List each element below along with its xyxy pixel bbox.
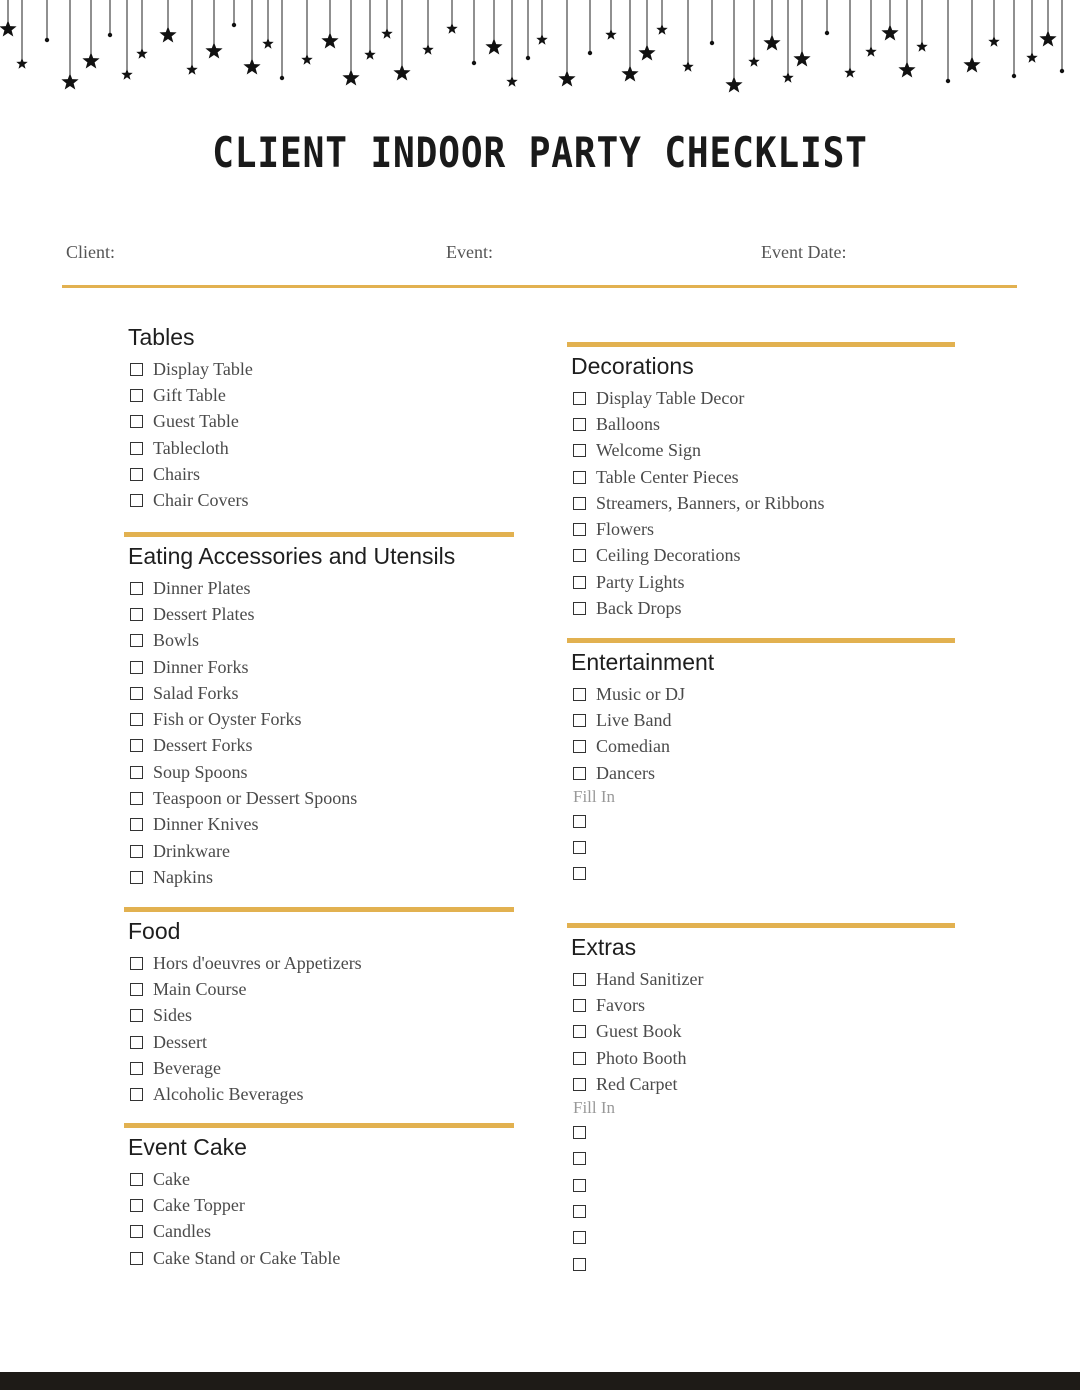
checklist-item[interactable] — [130, 680, 514, 706]
section-divider — [124, 907, 514, 912]
checklist-item-label: Bowls — [153, 630, 200, 651]
checklist-item-label: Teaspoon or Dessert Spoons — [153, 788, 358, 809]
checkbox-icon[interactable] — [130, 687, 143, 700]
star-icon — [0, 20, 17, 36]
checklist-item[interactable] — [130, 759, 514, 785]
checkbox-icon[interactable] — [573, 1258, 586, 1271]
garland-dot — [1060, 69, 1064, 73]
checkbox-icon[interactable] — [130, 1036, 143, 1049]
checklist-item[interactable] — [130, 785, 514, 811]
checkbox-icon[interactable] — [130, 1199, 143, 1212]
blank-checklist-item[interactable] — [573, 861, 955, 887]
checklist-item-label: Fish or Oyster Forks — [153, 709, 302, 730]
checklist-item-label: Dessert Forks — [153, 735, 253, 756]
star-icon — [865, 46, 876, 57]
star-icon — [186, 64, 197, 75]
checkbox-icon[interactable] — [573, 497, 586, 510]
checklist-item[interactable] — [573, 992, 955, 1018]
footer-bar — [0, 1372, 1080, 1390]
checklist-item-label: Streamers, Banners, or Ribbons — [596, 492, 825, 513]
blank-checklist-item[interactable] — [573, 1146, 955, 1172]
star-icon — [963, 56, 980, 72]
checkbox-icon[interactable] — [573, 576, 586, 589]
checklist-item-label: Sides — [153, 1005, 193, 1026]
checklist-item[interactable] — [130, 1081, 514, 1107]
checkbox-icon[interactable] — [130, 415, 143, 428]
checklist-item[interactable] — [130, 733, 514, 759]
checklist-item[interactable] — [573, 760, 955, 786]
garland-dot — [232, 23, 236, 27]
checklist-item[interactable] — [130, 1245, 514, 1271]
checklist-item-label: Back Drops — [596, 598, 682, 619]
checklist-item[interactable] — [130, 435, 514, 461]
star-icon — [898, 61, 915, 77]
checkbox-icon[interactable] — [130, 713, 143, 726]
star-icon — [61, 73, 78, 89]
checkbox-icon[interactable] — [130, 957, 143, 970]
star-icon — [381, 28, 392, 39]
blank-checklist-item[interactable] — [573, 808, 955, 834]
section-food — [124, 907, 514, 1108]
checklist-item-label: Display Table — [153, 358, 253, 379]
star-icon — [301, 54, 312, 65]
checkbox-icon[interactable] — [573, 549, 586, 562]
checklist-item[interactable] — [573, 569, 955, 595]
checklist-item[interactable] — [130, 950, 514, 976]
checkbox-icon[interactable] — [573, 392, 586, 405]
checkbox-icon[interactable] — [573, 602, 586, 615]
checklist-item-label: Dessert — [153, 1031, 207, 1052]
checklist-item[interactable] — [573, 595, 955, 621]
checklist-item-label: Cake — [153, 1168, 190, 1189]
section-heading: Event Cake — [128, 1134, 247, 1160]
checklist-item-label: Drinkware — [153, 840, 230, 861]
star-icon — [446, 23, 457, 34]
section-heading: Decorations — [571, 353, 694, 379]
garland-dot — [526, 56, 530, 60]
section-entertainment — [567, 638, 955, 887]
checkbox-icon[interactable] — [573, 1025, 586, 1038]
checkbox-icon[interactable] — [573, 471, 586, 484]
checklist-item-label: Music or DJ — [596, 683, 685, 704]
checkbox-icon[interactable] — [573, 688, 586, 701]
checklist-item[interactable] — [573, 707, 955, 733]
checklist-item-label: Comedian — [596, 736, 670, 757]
checklist-item-label: Salad Forks — [153, 682, 239, 703]
section-heading: Food — [128, 918, 181, 944]
checkbox-icon[interactable] — [573, 1152, 586, 1165]
section-extras — [567, 923, 955, 1277]
star-icon — [364, 49, 375, 60]
checklist-item[interactable] — [130, 838, 514, 864]
checklist-item[interactable] — [130, 575, 514, 601]
checklist-item-label: Tablecloth — [153, 437, 229, 458]
section-heading: Eating Accessories and Utensils — [128, 543, 456, 569]
section-decorations — [567, 342, 955, 622]
fill-in-label: Fill In — [573, 1098, 616, 1118]
section-event-cake — [124, 1123, 514, 1271]
checklist-item[interactable] — [573, 1019, 955, 1045]
star-icon — [782, 72, 793, 83]
checklist-item-label: Chair Covers — [153, 490, 249, 511]
checklist-item-label: Dinner Knives — [153, 814, 259, 835]
checkbox-icon[interactable] — [130, 494, 143, 507]
checklist-item[interactable] — [130, 706, 514, 732]
checkbox-icon[interactable] — [130, 363, 143, 376]
checkbox-icon[interactable] — [130, 871, 143, 884]
checklist-item-label: Beverage — [153, 1057, 221, 1078]
header-divider — [62, 285, 1017, 288]
checklist — [124, 356, 514, 514]
checkbox-icon[interactable] — [130, 442, 143, 455]
checkbox-icon[interactable] — [130, 661, 143, 674]
checklist-item[interactable] — [130, 1029, 514, 1055]
checkbox-icon[interactable] — [130, 818, 143, 831]
garland-dot — [588, 51, 592, 55]
checkbox-icon[interactable] — [130, 983, 143, 996]
checklist-item-label: Main Course — [153, 978, 247, 999]
checkbox-icon[interactable] — [573, 740, 586, 753]
star-icon — [844, 67, 855, 78]
checklist-item-label: Alcoholic Beverages — [153, 1084, 304, 1105]
checkbox-icon[interactable] — [573, 523, 586, 536]
checklist-item-label: Live Band — [596, 709, 672, 730]
checklist-item[interactable] — [130, 461, 514, 487]
checkbox-icon[interactable] — [573, 418, 586, 431]
checkbox-icon[interactable] — [130, 766, 143, 779]
star-icon — [321, 32, 338, 48]
checklist-item[interactable] — [573, 1071, 955, 1097]
checklist-item-label: Dinner Plates — [153, 577, 251, 598]
section-divider — [124, 1123, 514, 1128]
star-icon — [881, 24, 898, 40]
checklist-item-label: Cake Topper — [153, 1194, 245, 1215]
garland-dot — [825, 31, 829, 35]
blank-checklist — [567, 1119, 955, 1277]
checklist-item-label: Balloons — [596, 413, 661, 434]
checklist-item-label: Hand Sanitizer — [596, 968, 704, 989]
star-icon — [121, 69, 132, 80]
blank-checklist-item[interactable] — [573, 1198, 955, 1224]
star-icon — [558, 70, 575, 86]
checklist-item[interactable] — [130, 1166, 514, 1192]
star-icon — [159, 26, 176, 42]
checkbox-icon[interactable] — [130, 1062, 143, 1075]
checkbox-icon[interactable] — [573, 867, 586, 880]
checkbox-icon[interactable] — [130, 1225, 143, 1238]
checklist-item-label: Gift Table — [153, 384, 226, 405]
star-icon — [621, 65, 638, 81]
checkbox-icon[interactable] — [130, 1088, 143, 1101]
star-icon — [725, 76, 742, 92]
checkbox-icon[interactable] — [573, 1126, 586, 1139]
checklist-item-label: Chairs — [153, 463, 200, 484]
garland-dot — [1012, 74, 1016, 78]
star-icon — [342, 69, 359, 85]
star-icon — [262, 38, 273, 49]
checkbox-icon[interactable] — [130, 739, 143, 752]
event-date-field-label: Event Date: — [761, 242, 847, 262]
checklist-item[interactable] — [130, 628, 514, 654]
checkbox-icon[interactable] — [573, 1179, 586, 1192]
checkbox-icon[interactable] — [130, 1173, 143, 1186]
checklist-item-label: Napkins — [153, 866, 213, 887]
blank-checklist-item[interactable] — [573, 1119, 955, 1145]
event-field-label: Event: — [446, 242, 493, 262]
checklist — [567, 385, 955, 622]
checkbox-icon[interactable] — [130, 582, 143, 595]
star-icon — [1039, 30, 1056, 46]
checklist — [124, 950, 514, 1108]
star-icon — [682, 61, 693, 72]
checkbox-icon[interactable] — [573, 767, 586, 780]
checklist-item[interactable] — [573, 490, 955, 516]
checkbox-icon[interactable] — [573, 1078, 586, 1091]
section-eating-accessories — [124, 532, 514, 891]
checkbox-icon[interactable] — [130, 468, 143, 481]
checkbox-icon[interactable] — [573, 999, 586, 1012]
blank-checklist-item[interactable] — [573, 1172, 955, 1198]
checklist-item[interactable] — [130, 409, 514, 435]
checklist-item[interactable] — [130, 812, 514, 838]
checkbox-icon[interactable] — [130, 845, 143, 858]
checklist-item[interactable] — [130, 654, 514, 680]
checklist-item[interactable] — [130, 487, 514, 513]
checklist-item[interactable] — [573, 681, 955, 707]
checklist-item[interactable] — [130, 1192, 514, 1218]
star-icon — [506, 76, 517, 87]
checklist-item[interactable] — [573, 543, 955, 569]
checkbox-icon[interactable] — [130, 792, 143, 805]
section-divider — [124, 532, 514, 537]
checkbox-icon[interactable] — [573, 1205, 586, 1218]
checklist-item-label: Guest Book — [596, 1021, 682, 1042]
section-heading: Entertainment — [571, 649, 715, 675]
checkbox-icon[interactable] — [130, 389, 143, 402]
section-heading: Tables — [128, 324, 195, 350]
checklist-item[interactable] — [130, 356, 514, 382]
star-icon — [243, 58, 260, 74]
checkbox-icon[interactable] — [130, 634, 143, 647]
section-divider — [567, 342, 955, 347]
checklist-item-label: Red Carpet — [596, 1073, 678, 1094]
star-icon — [485, 38, 502, 54]
checkbox-icon[interactable] — [573, 1231, 586, 1244]
checkbox-icon[interactable] — [573, 841, 586, 854]
checklist-item-label: Welcome Sign — [596, 440, 702, 461]
checklist-item[interactable] — [130, 601, 514, 627]
star-icon — [136, 48, 147, 59]
checklist-item[interactable] — [130, 1055, 514, 1081]
star-icon — [656, 24, 667, 35]
checklist-item-label: Dancers — [596, 762, 655, 783]
checklist-item[interactable] — [573, 385, 955, 411]
checklist-item-label: Dinner Forks — [153, 656, 249, 677]
checklist-item[interactable] — [573, 464, 955, 490]
checkbox-icon[interactable] — [573, 973, 586, 986]
garland-dot — [108, 33, 112, 37]
checkbox-icon[interactable] — [573, 815, 586, 828]
checklist-item-label: Cake Stand or Cake Table — [153, 1247, 341, 1268]
blank-checklist — [567, 808, 955, 887]
checklist-item-label: Ceiling Decorations — [596, 545, 741, 566]
checklist-item[interactable] — [573, 734, 955, 760]
checklist-item-label: Photo Booth — [596, 1047, 687, 1068]
checkbox-icon[interactable] — [130, 608, 143, 621]
checkbox-icon[interactable] — [573, 714, 586, 727]
checklist-item-label: Guest Table — [153, 411, 239, 432]
star-icon — [748, 56, 759, 67]
checklist-item[interactable] — [130, 1003, 514, 1029]
checklist-item[interactable] — [573, 411, 955, 437]
section-heading: Extras — [571, 934, 637, 960]
checklist-item-label: Flowers — [596, 519, 654, 540]
garland-dot — [946, 79, 950, 83]
section-divider — [567, 923, 955, 928]
star-icon — [82, 52, 99, 68]
checklist — [124, 1166, 514, 1271]
star-icon — [793, 50, 810, 66]
garland-dot — [280, 76, 284, 80]
checklist-item-label: Hors d'oeuvres or Appetizers — [153, 952, 362, 973]
star-icon — [422, 44, 433, 55]
checklist-item[interactable] — [573, 966, 955, 992]
checklist-item[interactable] — [573, 516, 955, 542]
checklist — [567, 681, 955, 786]
blank-checklist-item[interactable] — [573, 1251, 955, 1277]
checklist-item-label: Soup Spoons — [153, 761, 248, 782]
star-icon — [393, 64, 410, 80]
checkbox-icon[interactable] — [130, 1009, 143, 1022]
section-tables — [124, 322, 514, 514]
checklist-item[interactable] — [573, 1045, 955, 1071]
star-icon — [1026, 52, 1037, 63]
blank-checklist-item[interactable] — [573, 1225, 955, 1251]
checklist-item[interactable] — [130, 1219, 514, 1245]
checkbox-icon[interactable] — [573, 444, 586, 457]
checklist-item[interactable] — [573, 438, 955, 464]
star-icon — [988, 36, 999, 47]
star-icon — [536, 34, 547, 45]
checklist-item[interactable] — [130, 382, 514, 408]
fill-in-label: Fill In — [573, 787, 616, 807]
checklist-item-label: Display Table Decor — [596, 387, 745, 408]
checklist — [567, 966, 955, 1097]
checklist-item-label: Dessert Plates — [153, 603, 255, 624]
garland-dot — [472, 61, 476, 65]
checklist-item-label: Table Center Pieces — [596, 466, 739, 487]
page-title: CLIENT INDOOR PARTY CHECKLIST — [212, 128, 868, 177]
star-garland-decoration — [0, 0, 1080, 110]
star-icon — [16, 58, 27, 69]
star-icon — [916, 41, 927, 52]
checklist-item-label: Favors — [596, 994, 645, 1015]
garland-dot — [45, 38, 49, 42]
star-icon — [638, 44, 655, 60]
checklist-item[interactable] — [130, 864, 514, 890]
checkbox-icon[interactable] — [130, 1252, 143, 1265]
garland-dot — [710, 41, 714, 45]
blank-checklist-item[interactable] — [573, 834, 955, 860]
checklist-item[interactable] — [130, 976, 514, 1002]
star-icon — [205, 42, 222, 58]
star-icon — [763, 34, 780, 50]
checklist-item-label: Party Lights — [596, 571, 685, 592]
checklist-item-label: Candles — [153, 1221, 211, 1242]
client-field-label: Client: — [66, 242, 115, 262]
checklist — [124, 575, 514, 891]
checkbox-icon[interactable] — [573, 1052, 586, 1065]
star-icon — [605, 29, 616, 40]
section-divider — [567, 638, 955, 643]
